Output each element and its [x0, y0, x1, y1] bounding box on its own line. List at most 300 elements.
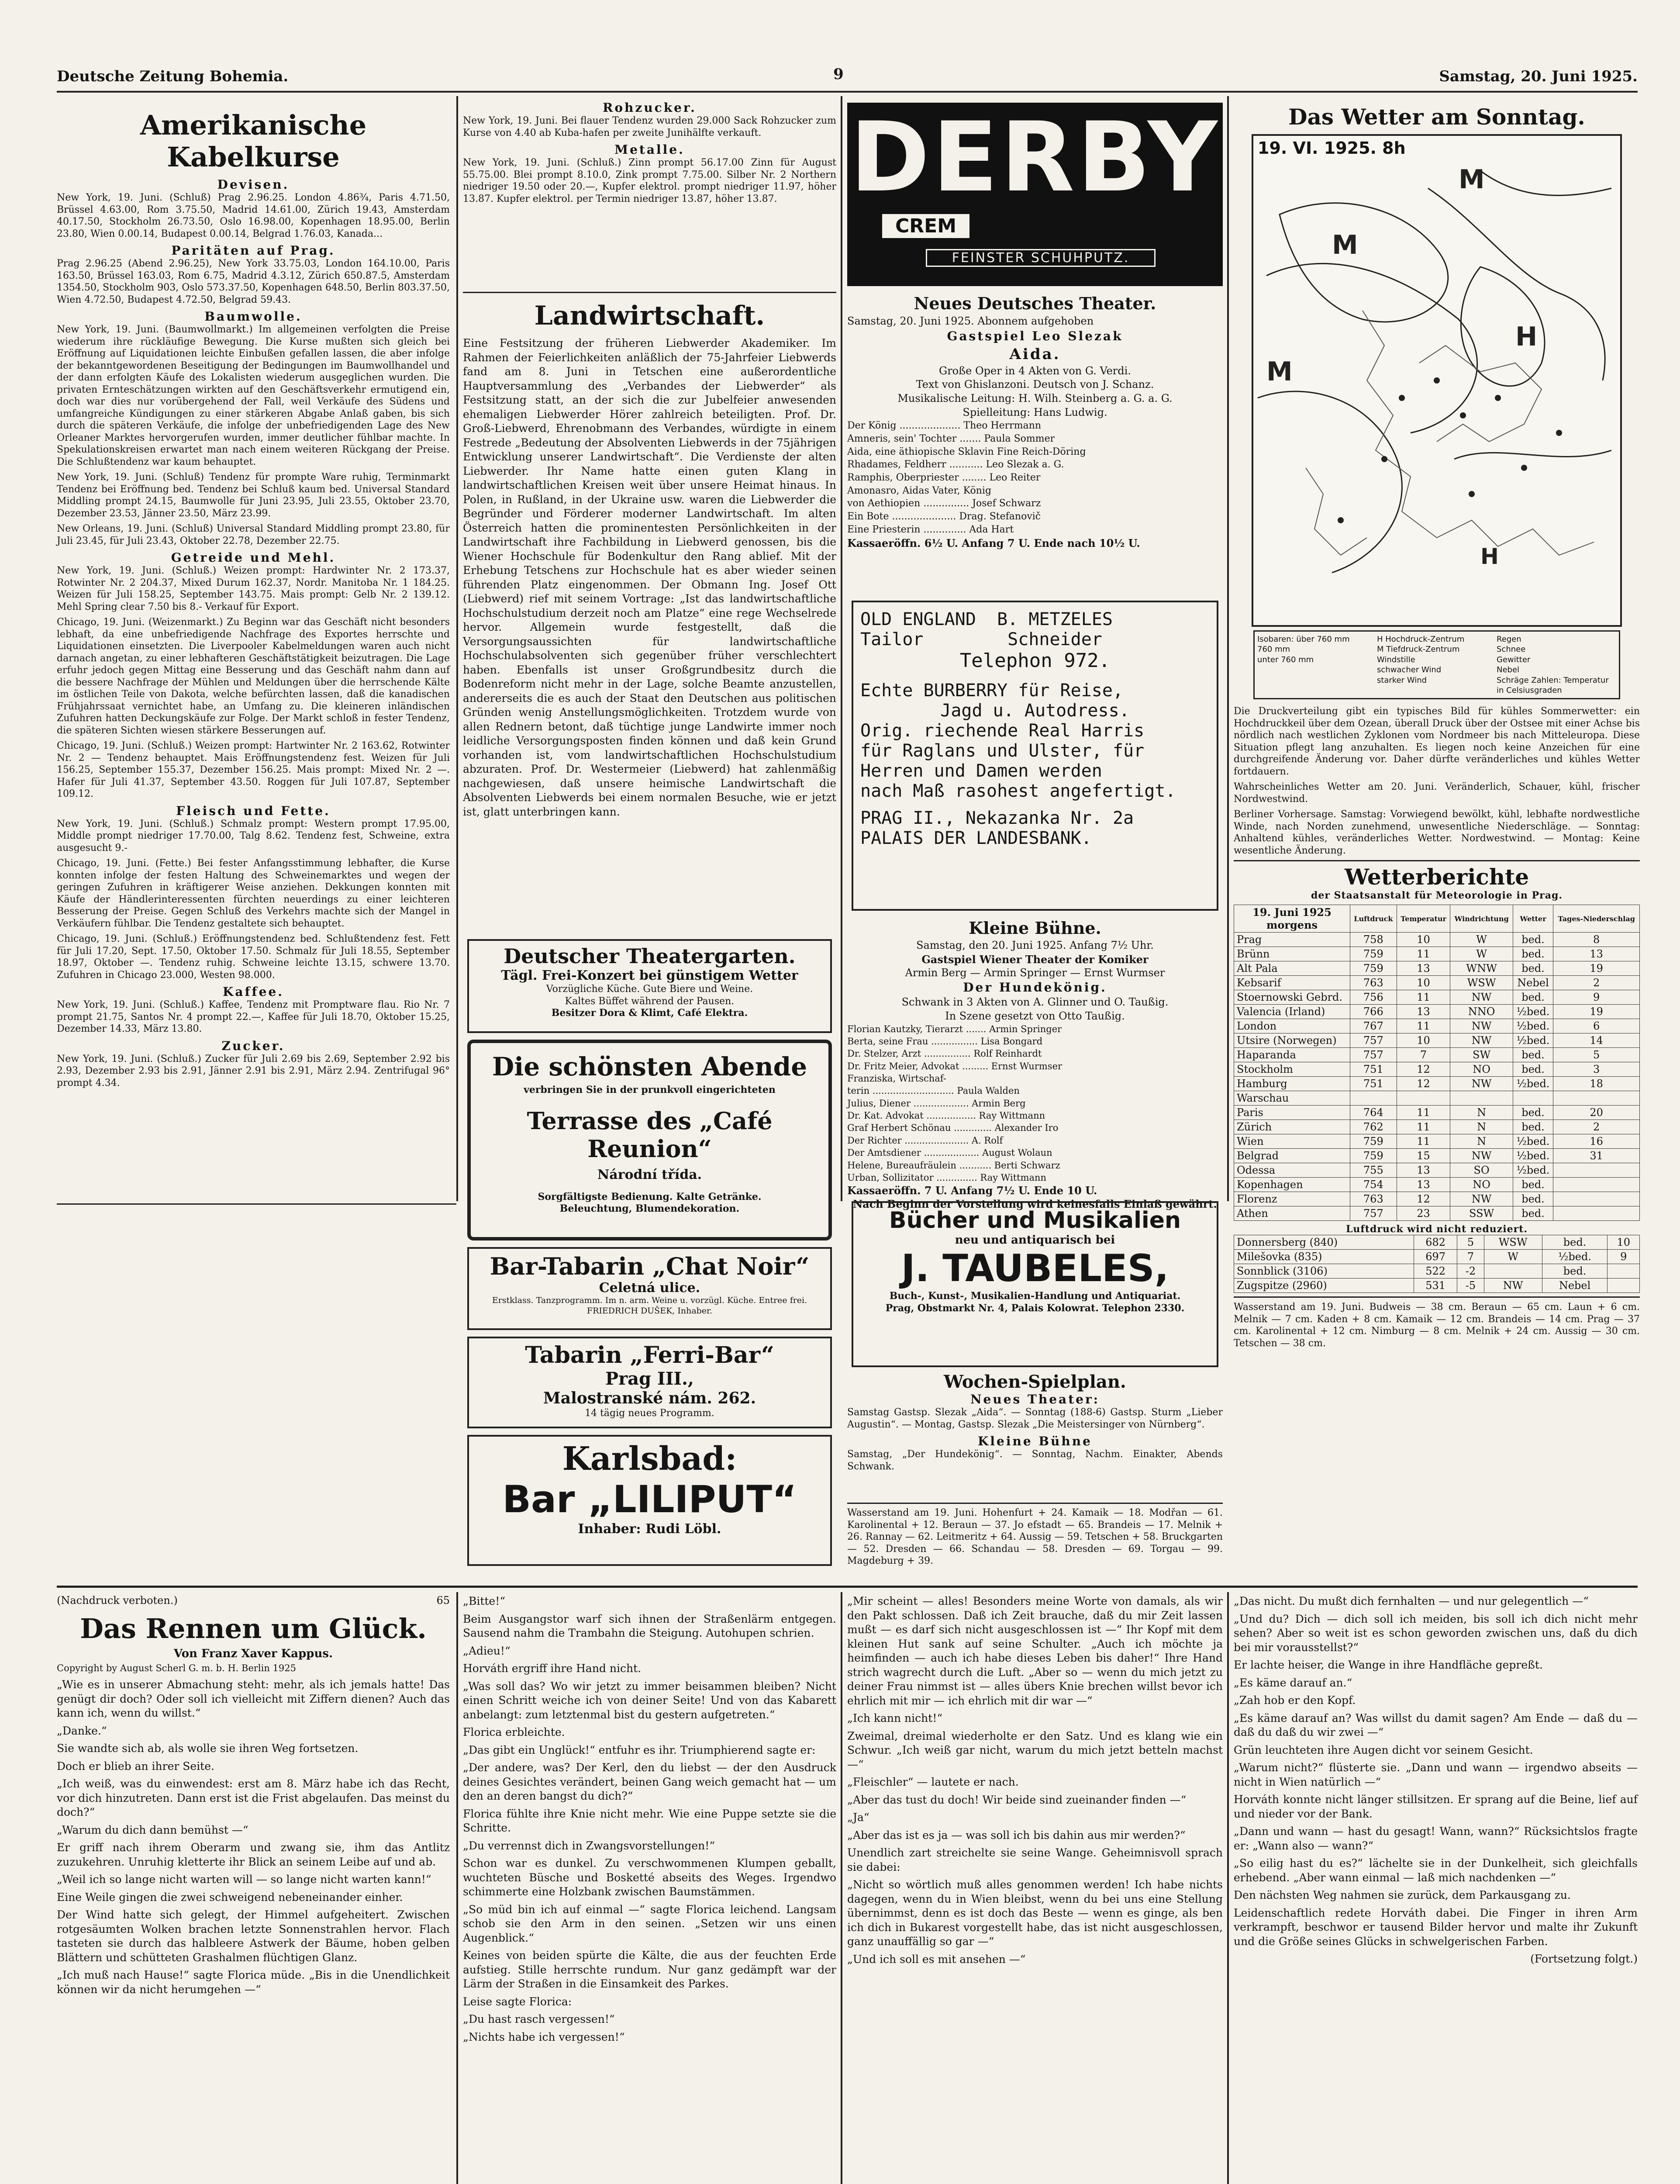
oldengland-ad: [852, 601, 1218, 911]
kleine-note: Nach Beginn der Vorstellung wird keinesfalls Einlaß gewährt.: [853, 1198, 1217, 1211]
weather-value: 5: [1457, 1235, 1484, 1250]
weather-station: Hamburg: [1234, 1077, 1350, 1091]
weather-report-row: [1234, 1077, 1640, 1091]
weather-value: 11: [1397, 1106, 1450, 1120]
theatergarten-line2: Vorzügliche Küche. Gute Biere und Weine.: [546, 984, 753, 995]
ferribar-city: Prag III.,: [605, 1368, 694, 1389]
novel-paragraph: „Ich muß nach Hause!“ sagte Florica müde. „Bis in die Unendlichkeit können wir da nicht herumgehen —“: [57, 1969, 450, 1996]
kleine-line6: In Szene gesetzt von Otto Taußig.: [945, 1009, 1125, 1022]
weather-station: Stockholm: [1234, 1062, 1350, 1077]
masthead-paper: Deutsche Zeitung Bohemia.: [57, 68, 289, 85]
weather-value: [1553, 1091, 1640, 1106]
novel-paragraph: Florica fühlte ihre Knie nicht mehr. Wie eine Puppe setzte sie die Schritte.: [463, 1807, 836, 1834]
weather-station: Utsire (Norwegen): [1234, 1033, 1350, 1048]
novel-copy-note: (Nachdruck verboten.): [57, 1594, 178, 1607]
weather-value: 9: [1553, 990, 1640, 1005]
svg-text:H: H: [1515, 321, 1538, 352]
chatnoir-line1: Erstklass. Tanzprogramm. Im n. arm. Weine u. vorzügl. Küche. Entree frei. FRIEDRICH DUŠEK, Inhaber.: [492, 1296, 807, 1316]
liliput-ad: [467, 1435, 832, 1566]
weather-value: 7: [1457, 1250, 1484, 1264]
legend-item: starker Wind: [1377, 675, 1427, 685]
weather-value: [1608, 1279, 1640, 1293]
weather-report-row: [1234, 1250, 1640, 1264]
weather-value: ½bed.: [1513, 1163, 1553, 1178]
novel-paragraph: Horváth konnte nicht länger stillsitzen. Er sprang auf die Beine, lief auf und nieder vor der Bank.: [1234, 1793, 1638, 1820]
legend-item: Isobaren: über 760 mm: [1257, 635, 1350, 644]
svg-text:H: H: [1480, 544, 1499, 569]
weather-value: 12: [1397, 1062, 1450, 1077]
weather-value: 759: [1350, 947, 1397, 961]
novel-paragraph: „Ja“: [847, 1811, 869, 1824]
wochen-spielplan-section: [847, 1372, 1223, 1503]
metalle-text: New York, 19. Juni. (Schluß.) Zinn prompt 56.17.00 Zinn für August 55.75.00. Blei prompt 8.10.0, Zink prompt 7.75.00. Silber Nr. 2 Northern niedriger 19.50 oder 20.—, Kupfer elektrol. prompt niedriger 11.97, höher 13.87. Kupfer elektrol. per Termin niedriger 13.87, höher 13.87.: [463, 157, 836, 204]
neues-theater-date: Samstag, 20. Juni 1925. Abonnem aufgehoben: [847, 315, 1094, 328]
weather-station: Stoernowski Gebrd.: [1234, 990, 1350, 1005]
weather-value: 757: [1350, 1206, 1397, 1221]
novel-paragraph: „Zah hob er den Kopf.: [1234, 1694, 1356, 1707]
kleine-gastspiel: Gastspiel Wiener Theater der Komiker: [921, 953, 1149, 966]
weather-value: 522: [1414, 1264, 1457, 1279]
weather-report-row: [1234, 961, 1640, 976]
weather-report-row: [1234, 947, 1640, 961]
novel-title: Das Rennen um Glück.: [80, 1613, 427, 1645]
novel-paragraph: „Danke.“: [57, 1724, 107, 1737]
weather-station: Zugspitze (2960): [1234, 1279, 1414, 1293]
baumwolle-text-2: New York, 19. Juni. (Schluß) Tendenz für prompte Ware ruhig, Terminmarkt Tendenz bei Eröffnung bed. Tendenz bei Schluß kaum bed. Universal Standard Middling prompt 24.15, Baumwolle für Juni 23.95, Juli 23.55, Oktober 23.70, Dezember 23.53, Jänner 23.50, März 23.99.: [57, 472, 450, 519]
weather-value: WSW: [1450, 976, 1513, 990]
legend-item: M Tiefdruck-Zentrum: [1377, 645, 1460, 654]
weather-value: NW: [1484, 1279, 1542, 1293]
weather-value: 18: [1553, 1077, 1640, 1091]
weather-station: Zürich: [1234, 1120, 1350, 1134]
legend-item: Nebel: [1497, 665, 1520, 675]
novel-rights: Copyright by August Scherl G. m. b. H. Berlin 1925: [57, 1663, 296, 1673]
chatnoir-ad: [467, 1247, 832, 1330]
weather-value: 763: [1350, 976, 1397, 990]
wetter-text-1: Die Druckverteilung gibt ein typisches Bild für kühles Sommerwetter: ein Hochdruckkeil über dem Ozean, überall Druck über der Ostsee mit einer Achse bis nördlich nach westlichen Zyklonen vom Nordmeer bis nach Mitteleuropa. Diese Situation pflegt lang anzuhalten. Es liegen noch keine Anzeichen für eine durchgreifende Änderung vor. Daher dürfte veränderliches und kühles Wetter fortdauern.: [1234, 706, 1640, 777]
oldengland-address: PRAG II., Nekazanka Nr. 2a: [860, 808, 1134, 828]
weather-value: ½bed.: [1513, 1033, 1553, 1048]
legend-item: [1257, 665, 1377, 675]
neues-theater-line6: Musikalische Leitung: H. Wilh. Steinberg a. G. a. G.: [897, 392, 1173, 404]
novel-paragraph: „Mir scheint — alles! Besonders meine Worte von damals, als wir den Pakt schlossen. Daß ich Zeit brauche, daß du mir Zeit lassen mußt — es darf sich nicht ausgeschlossen ist —“ Ihr Kopf mit dem kleinen Hut sank auf seine Schulter. „Auch ich möchte ja heimfinden — auch ich habe dieses Leben bis daher!“ Ihre Hand strich wagrecht durch die Luft. „Aber so — wenn du mich jetzt zu deiner Frau nimmst ist — alles übers Knie brechen willst bevor ich ehrlich mit mir — ich ehrlich mit dir war —“: [847, 1595, 1223, 1707]
derby-brand: DERBY: [850, 101, 1220, 213]
weather-report-row: [1234, 1264, 1640, 1279]
weather-value: 11: [1397, 1120, 1450, 1134]
weather-value: bed.: [1513, 1120, 1553, 1134]
novel-paragraph: „Ich kann nicht!“: [847, 1712, 943, 1724]
paritaeten-text: Prag 2.96.25 (Abend 2.96.25), New York 33.75.03, London 164.10.00, Paris 163.50, Brüssel 163.03, Rom 6.75, Madrid 4.3.12, Zürich 650.87.5, Amsterdam 1354.50, Stockholm 903, Oslo 573.37.50, Kopenhagen 648.50, Berlin 803.37.50, Wien 4.72.50, Budapest 4.72.50, Belgrad 59.43.: [57, 258, 450, 305]
weather-value: 12: [1397, 1077, 1450, 1091]
weather-value: N: [1450, 1106, 1513, 1120]
novel-paragraph: „Fleischler“ — lautete er nach.: [847, 1776, 1019, 1788]
oldengland-phone: Telephon 972.: [959, 650, 1111, 672]
reunion-line1: verbringen Sie in der prunkvoll eingerichteten: [524, 1084, 776, 1095]
section-rule: [1234, 1296, 1640, 1298]
cast-row: Dr. Fritz Meier, Advokat ......... Ernst Wurmser: [847, 1061, 1063, 1071]
derby-tagline: FEINSTER SCHUHPUTZ.: [926, 249, 1156, 267]
taubeles-line1: neu und antiquarisch bei: [955, 1234, 1115, 1247]
rohzucker-heading: Rohzucker.: [603, 100, 697, 115]
novel-paragraph: Zweimal, dreimal wiederholte er den Satz. Und es klang wie ein Schwur. „Ich weiß gar nicht, warum du mich jetzt betteln machst —“: [847, 1729, 1223, 1771]
novel-paragraph: Doch er blieb an ihrer Seite.: [57, 1759, 214, 1773]
getreide-text-2: Chicago, 19. Juni. (Weizenmarkt.) Zu Beginn war das Geschäft nicht besonders lebhaft, da eine unbefriedigende Nachfrage des Exportes herrschte und Liquidationen einsetzten. Die Liverpooler Kabelmeldungen waren auch nicht darnach angetan, zu einer lebhafteren Geschäftstätigkeit beizutragen. Die Lage erfuhr jedoch gegen Mittag eine Besserung und das Geschäft nahm dann auf die bessere Nachfrage der Mühlen und Meldungen über die herrschende Kälte im östlichen Teile von Dakota, welche befürchten lassen, daß die kanadischen Frühjahrssaat vernichtet habe, an Umfang zu. Die kleineren inländischen Zufuhren hatten Deckungskäufe zur Folge. Der Markt schloß in fester Tendenz, die späteren Sichten wiesen stärkere Besserungen auf.: [57, 617, 450, 736]
weather-value: 13: [1397, 1005, 1450, 1019]
weather-value: bed.: [1513, 933, 1553, 947]
novel-paragraph: Unendlich zart streichelte sie seine Wange. Geheimnisvoll sprach sie dabei:: [847, 1846, 1223, 1873]
column-rule: [841, 96, 842, 1201]
legend-item: schwacher Wind: [1377, 665, 1442, 675]
neues-theater-gastspiel: Gastspiel Leo Slezak: [947, 328, 1123, 343]
weather-station: Alt Pala: [1234, 961, 1350, 976]
rohzucker-section: [463, 100, 836, 293]
novel-paragraph: „Bitte!“: [463, 1595, 506, 1607]
ferribar-street: Malostranské nám. 262.: [543, 1389, 756, 1407]
weather-value: 13: [1397, 1163, 1450, 1178]
weather-report-row: [1234, 1091, 1640, 1106]
weather-report-row: [1234, 1178, 1640, 1192]
weather-report-row: [1234, 976, 1640, 990]
wetter-text-2: Wahrscheinliches Wetter am 20. Juni. Veränderlich, Schauer, kühl, frischer Nordwestwind.: [1234, 781, 1640, 805]
novel-author: Von Franz Xaver Kappus.: [173, 1647, 333, 1660]
wochen-neues-text: Samstag Gastsp. Slezak „Aida“. — Sonntag (188-6) Gastsp. Sturm „Lieber Augustin“. — Montag, Gastsp. Slezak „Die Meistersinger von Nürnberg“.: [847, 1407, 1223, 1430]
weather-value: 759: [1350, 1149, 1397, 1163]
wasserstand-2-text: Wasserstand am 19. Juni. Budweis — 38 cm. Beraun — 65 cm. Laun + 6 cm. Melnik — 7 cm. Kaden + 8 cm. Kamaik — 12 cm. Brandeis — 14 cm. Prag — 37 cm. Karolinental + 12 cm. Nimburg — 8 cm. Melnik + 24 cm. Aussig — 30 cm. Tetschen — 38 cm.: [1234, 1302, 1640, 1349]
neues-theater-opera: Aida.: [1009, 345, 1061, 363]
novel-paragraph: „Ich weiß, was du einwendest: erst am 8. März habe ich das Recht, vor dich hinzutreten. Dann erst ist die Frist abgelaufen. Das meinst du doch?“: [57, 1777, 450, 1818]
weather-report-col: Luftdruck: [1350, 905, 1397, 933]
column-rule: [456, 96, 458, 1201]
baumwolle-heading: Baumwolle.: [204, 309, 302, 324]
reunion-line2: Sorgfältigste Bedienung. Kalte Getränke.: [538, 1191, 762, 1203]
novel-paragraph: „Und ich soll es mit ansehen —“: [847, 1952, 1026, 1966]
oldengland-line: für Raglans und Ulster, für: [860, 741, 1145, 761]
novel-col-2: [463, 1594, 836, 2184]
weather-report-row: [1234, 1005, 1640, 1019]
weather-value: 11: [1397, 1019, 1450, 1033]
paritaeten-heading: Paritäten auf Prag.: [171, 243, 335, 258]
weather-value: [1553, 1163, 1640, 1178]
weather-value: 764: [1350, 1106, 1397, 1120]
weather-report-col: Tages-Niederschlag: [1553, 905, 1640, 933]
weather-value: 12: [1397, 1192, 1450, 1206]
fleisch-text-3: Chicago, 19. Juni. (Schluß.) Eröffnungstendenz bed. Schlußtendenz fest. Fett für Juli 17.20, Sept. 17.50, Oktober 17.50. Schmalz für Juli 18.55, September 18.97, Oktober —. Tendenz ruhig. Schweine leichte 13.15, schwere 13.70. Zufuhren in Chicago 23.000, Westen 98.000.: [57, 933, 450, 981]
weather-value: [1513, 1091, 1553, 1106]
liliput-owner: Inhaber: Rudi Löbl.: [578, 1521, 721, 1537]
weather-value: WNW: [1450, 961, 1513, 976]
weather-value: [1350, 1091, 1397, 1106]
novel-paragraph: „Weil ich so lange nicht warten will — so lange nicht warten kann!“: [57, 1873, 431, 1886]
oldengland-line: OLD ENGLAND B. METZELES: [860, 609, 1113, 629]
weather-value: 13: [1553, 947, 1640, 961]
cast-row: Rhadames, Feldherr ........... Leo Slezak a. G.: [847, 459, 1064, 470]
novel-paragraph: „Warum nicht?“ flüsterte sie. „Dann und wann — irgendwo abseits — nicht in Wien natürlich —“: [1234, 1761, 1638, 1788]
legend-item: unter 760 mm: [1257, 655, 1314, 664]
derby-ad: [847, 103, 1223, 286]
wetterberichte-sub2: Luftdruck wird nicht reduziert.: [1345, 1223, 1528, 1235]
novel-paragraph: Horváth ergriff ihre Hand nicht.: [463, 1662, 642, 1675]
weather-value: 751: [1350, 1077, 1397, 1091]
reunion-ad: [467, 1040, 832, 1241]
weather-value: 23: [1397, 1206, 1450, 1221]
weather-value: ½bed.: [1513, 1005, 1553, 1019]
weather-value: 11: [1397, 1134, 1450, 1149]
cast-row: Urban, Sollizitator .............. Ray Wittmann: [847, 1172, 1047, 1183]
weather-value: NNO: [1450, 1005, 1513, 1019]
weather-map-date: 19. VI. 1925. 8h: [1258, 138, 1406, 158]
weather-station: Brünn: [1234, 947, 1350, 961]
novel-paragraph: Grün leuchteten ihre Augen dicht vor seinem Gesicht.: [1234, 1743, 1533, 1756]
novel-col-3: [847, 1594, 1223, 2184]
cast-row: Florian Kautzky, Tierarzt ....... Armin Springer: [847, 1023, 1062, 1034]
ferribar-ad: [467, 1337, 832, 1428]
weather-value: 757: [1350, 1033, 1397, 1048]
novel-paragraph: „So müd bin ich auf einmal —“ sagte Florica leichend. Langsam schob sie den Arm in den seinen. „Setzen wir uns einen Augenblick.“: [463, 1903, 836, 1944]
legend-item: 760 mm: [1257, 645, 1290, 654]
weather-value: [1608, 1264, 1640, 1279]
taubeles-title: Bücher und Musikalien: [889, 1207, 1181, 1234]
weather-value: -5: [1457, 1279, 1484, 1293]
weather-value: bed.: [1513, 947, 1553, 961]
weather-report-header: [1234, 905, 1640, 933]
cast-row: Ramphis, Oberpriester ........ Leo Reiter: [847, 472, 1041, 484]
weather-value: 9: [1608, 1250, 1640, 1264]
weather-value: [1397, 1091, 1450, 1106]
weather-value: 10: [1608, 1235, 1640, 1250]
novel-paragraph: „Was soll das? Wo wir jetzt zu immer beisammen bleiben? Nicht einen Schritt weiche ich von deiner Seite! Und von das Kabarett anbelangt: zum letztenmal bist du gestern aufgetreten.“: [463, 1679, 836, 1721]
cast-row: terin ............................ Paula Walden: [847, 1085, 1020, 1096]
cast-row: Der Amtsdiener ................... August Wolaun: [847, 1147, 1052, 1158]
liliput-city: Karlsbad:: [562, 1440, 737, 1478]
weather-report-row: [1234, 1163, 1640, 1178]
weather-value: 758: [1350, 933, 1397, 947]
wetter-title: Das Wetter am Sonntag.: [1288, 104, 1585, 130]
theatergarten-line4: Besitzer Dora & Klimt, Café Elektra.: [551, 1007, 748, 1019]
weather-value: [1553, 1192, 1640, 1206]
weather-value: ½bed.: [1513, 1149, 1553, 1163]
weather-value: NW: [1450, 1149, 1513, 1163]
weather-legend: [1253, 630, 1620, 699]
weather-value: bed.: [1513, 1192, 1553, 1206]
wochen-neues: Neues Theater:: [970, 1392, 1100, 1406]
wetterberichte-title: Wetterberichte: [1344, 864, 1529, 890]
novel-paragraph: Beim Ausgangstor warf sich ihnen der Straßenlärm entgegen. Sausend nahm die Trambahn die Steigung. Autohupen schrien.: [463, 1612, 836, 1639]
getreide-heading: Getreide und Mehl.: [171, 550, 336, 565]
weather-report-body: [1234, 933, 1640, 1221]
weather-value: 5: [1553, 1048, 1640, 1062]
novel-paragraph: „Das gibt ein Unglück!“ entfuhr es ihr. Triumphierend sagte er:: [463, 1743, 816, 1756]
weather-value: NW: [1450, 990, 1513, 1005]
weather-value: ½bed.: [1513, 1019, 1553, 1033]
wetterberichte-sub: der Staatsanstalt für Meteorologie in Prag.: [1311, 890, 1563, 902]
novel-col-1: [57, 1594, 450, 2184]
weather-station: Kopenhagen: [1234, 1178, 1350, 1192]
weather-report-col: Temperatur: [1397, 905, 1450, 933]
weather-value: 3: [1553, 1062, 1640, 1077]
novel-paragraph: Florica erbleichte.: [463, 1726, 565, 1738]
novel-paragraph: „Du hast rasch vergessen!“: [463, 2013, 615, 2025]
weather-value: bed.: [1513, 1206, 1553, 1221]
novel-paragraph: Sie wandte sich ab, als wolle sie ihren Weg fortsetzen.: [57, 1742, 359, 1755]
weather-station: Milešovka (835): [1234, 1250, 1414, 1264]
oldengland-line: nach Maß rasohest angefertigt.: [860, 781, 1176, 801]
cast-row: Aida, eine äthiopische Sklavin Fine Reich-Döring: [847, 446, 1086, 457]
weather-station: Odessa: [1234, 1163, 1350, 1178]
cast-row: Julius, Diener ................... Armin Berg: [847, 1098, 1026, 1109]
weather-value: 531: [1414, 1279, 1457, 1293]
weather-value: 756: [1350, 990, 1397, 1005]
weather-station: Haparanda: [1234, 1048, 1350, 1062]
theatergarten-line3: Kaltes Büffet während der Pausen.: [565, 995, 735, 1007]
wochen-kleine-text: Samstag, „Der Hundekönig“. — Sonntag, Nachm. Einakter, Abends Schwank.: [847, 1449, 1223, 1472]
wetter-section: [1234, 100, 1640, 1577]
weather-report-row: [1234, 1192, 1640, 1206]
legend-item: Schräge Zahlen: Temperatur in Celsiusgraden: [1497, 675, 1609, 695]
legend-item: Gewitter: [1497, 655, 1531, 664]
weather-report-table: [1234, 905, 1640, 1221]
weather-value: bed.: [1513, 961, 1553, 976]
weather-station: Donnersberg (840): [1234, 1235, 1414, 1250]
cast-row: von Aethiopien ............... Josef Schwarz: [847, 498, 1041, 509]
weather-value: 11: [1397, 947, 1450, 961]
novel-paragraph: Eine Weile gingen die zwei schweigend nebeneinander einher.: [57, 1890, 403, 1904]
weather-value: 682: [1414, 1235, 1457, 1250]
novel-paragraph: „Aber das ist es ja — was soll ich bis dahin aus mir werden?“: [847, 1828, 1186, 1842]
weather-value: 10: [1397, 933, 1450, 947]
weather-value: Nebel: [1513, 976, 1553, 990]
cast-row: Ein Bote ..................... Drag. Stefanovič: [847, 511, 1041, 522]
novel-paragraph: Keines von beiden spürte die Kälte, die aus der feuchten Erde aufstieg. Stille herrschte rundum. Nur ganz gedämpft war der Lärm der Straßen in die Einsamkeit des Parkes.: [463, 1949, 836, 1990]
taubeles-line3: Prag, Obstmarkt Nr. 4, Palais Kolowrat. Telephon 2330.: [885, 1302, 1185, 1314]
oldengland-line: Orig. riechende Real Harris: [860, 721, 1145, 741]
weather-value: SSW: [1450, 1206, 1513, 1221]
weather-station: London: [1234, 1019, 1350, 1033]
weather-report-row: [1234, 1120, 1640, 1134]
weather-value: N: [1450, 1134, 1513, 1149]
weather-value: 762: [1350, 1120, 1397, 1134]
weather-value: ½bed.: [1513, 1134, 1553, 1149]
weather-value: NW: [1450, 1019, 1513, 1033]
weather-value: -2: [1457, 1264, 1484, 1279]
novel-header: [57, 1594, 450, 1607]
theatergarten-title: Deutscher Theatergarten.: [504, 944, 796, 968]
weather-station: Belgrad: [1234, 1149, 1350, 1163]
kleine-buehne-section: [847, 917, 1223, 1211]
devisen-heading: Devisen.: [217, 177, 290, 192]
weather-value: 767: [1350, 1019, 1397, 1033]
zucker-text: New York, 19. Juni. (Schluß.) Zucker für Juli 2.69 bis 2.69, September 2.92 bis 2.93, Dezember 2.93 bis 2.91, Jänner 2.91 bis 2.91, März 2.94. Zentrifugal 96° prompt 4.34.: [57, 1053, 450, 1089]
weather-value: NW: [1450, 1192, 1513, 1206]
weather-value: WSW: [1484, 1235, 1542, 1250]
kleine-buehne-title: Kleine Bühne.: [969, 918, 1101, 938]
metalle-heading: Metalle.: [614, 142, 685, 157]
svg-text:M: M: [1266, 356, 1293, 387]
weather-station: Wien: [1234, 1134, 1350, 1149]
weather-report-row: [1234, 1134, 1640, 1149]
section-rule: [463, 292, 836, 293]
getreide-text-3: Chicago, 19. Juni. (Schluß.) Weizen prompt: Hartwinter Nr. 2 163.62, Rotwinter Nr. 2 — Tendenz behauptet. Mais Eröffnungstendenz fest. Weizen für Juli 156.25, September 155.37, Dezember 156.25. Mais prompt: Mixed Nr. 2 —. Hafer für Juli 41.37, September 43.50. Roggen für Juli 107.87, September 109.12.: [57, 740, 450, 799]
weather-value: 31: [1553, 1149, 1640, 1163]
novel-paragraph: Den nächsten Weg nahmen sie zurück, dem Parkausgang zu.: [1234, 1889, 1571, 1901]
kleine-date: Samstag, den 20. Juni 1925. Anfang 7½ Uhr.: [916, 939, 1154, 952]
column-rule: [1227, 96, 1229, 1201]
cast-row: Dr. Stelzer, Arzt ................ Rolf Reinhardt: [847, 1048, 1042, 1059]
weather-value: bed.: [1513, 1106, 1553, 1120]
weather-value: 2: [1553, 976, 1640, 990]
weather-value: SW: [1450, 1048, 1513, 1062]
cast-row: Dr. Kat. Advokat ................. Ray Wittmann: [847, 1110, 1045, 1121]
weather-value: 766: [1350, 1005, 1397, 1019]
novel-paragraph: „Es käme darauf an? Was willst du damit sagen? Am Ende — daß du — daß du daß du wir zwei —“: [1234, 1711, 1638, 1738]
kaffee-text: New York, 19. Juni. (Schluß.) Kaffee, Tendenz mit Promptware flau. Rio Nr. 7 prompt 21.75, Santos Nr. 4 prompt 22.—, Kaffee für Juli 18.70, Oktober 15.25, Dezember 14.33, März 13.80.: [57, 999, 450, 1034]
weather-value: 7: [1397, 1048, 1450, 1062]
novel-paragraph: Er griff nach ihrem Oberarm und zwang sie, ihm das Antlitz zuzukehren. Unruhig kletterte ihr Blick an seinem Leibe auf und ab.: [57, 1841, 450, 1868]
rohzucker-text: New York, 19. Juni. Bei flauer Tendenz wurden 29.000 Sack Rohzucker zum Kurse von 4.40 ab Kuba-hafen per zweite Junihälfte verkauft.: [463, 115, 836, 138]
neues-theater-title: Neues Deutsches Theater.: [914, 294, 1156, 313]
weather-value: ½bed.: [1513, 1077, 1553, 1091]
novel-paragraph: Leise sagte Florica:: [463, 1995, 572, 2008]
landwirtschaft-section: [463, 297, 836, 926]
weather-value: NO: [1450, 1178, 1513, 1192]
column-rule: [1227, 1592, 1229, 2184]
wasserstand-1-text: Wasserstand am 19. Juni. Hohenfurt + 24. Kamaik — 18. Modřan — 61. Karolinental + 12. Beraun — 37. Jo efstadt — 65. Brandeis — 17. Melnik + 26. Rannay — 62. Leitmeritz + 64. Aussig — 59. Tetschen + 58. Bruckgarten — 52. Dresden — 66. Schandau — 58. Dresden — 69. Torgau — 99. Magdeburg + 39.: [847, 1507, 1223, 1566]
neues-theater-line7: Spielleitung: Hans Ludwig.: [962, 406, 1107, 418]
weather-value: 10: [1397, 1033, 1450, 1048]
cast-row: Franziska, Wirtschaf-: [847, 1073, 946, 1084]
weather-value: 10: [1397, 976, 1450, 990]
weather-value: bed.: [1513, 1178, 1553, 1192]
kleine-line5: Schwank in 3 Akten von A. Glinner und O. Taußig.: [901, 996, 1169, 1009]
kabelkurse-section: [57, 100, 450, 1201]
masthead-page: 9: [833, 66, 844, 83]
weather-station: Sonnblick (3106): [1234, 1264, 1414, 1279]
weather-value: W: [1450, 933, 1513, 947]
cast-row: Graf Herbert Schönau ............. Alexander Iro: [847, 1123, 1059, 1133]
weather-report-row: [1234, 1206, 1640, 1221]
kleine-artists: Armin Berg — Armin Springer — Ernst Wurmser: [905, 966, 1165, 979]
kleine-times: Kassaeröffn. 7 U. Anfang 7½ U. Ende 10 U.: [847, 1184, 1097, 1197]
wochen-kleine: Kleine Bühne: [978, 1434, 1092, 1448]
novel-paragraph: „Nicht so wörtlich muß alles genommen werden! Ich habe nichts dagegen, wenn du in Wien bleibst, wenn du bei uns eine Stellung übernimmst, denn es ist doch das Beste — wenn es ginge, als ben ich dich in Bukarest vorgestellt habe, das ist nicht ausgeschlossen, ganz unauffällig so gar —“: [847, 1878, 1223, 1948]
chatnoir-street: Celetná ulice.: [599, 1280, 700, 1296]
legend-item: Schnee: [1497, 645, 1526, 654]
novel-number: 65: [436, 1594, 450, 1607]
weather-value: 751: [1350, 1062, 1397, 1077]
weather-value: bed.: [1542, 1264, 1608, 1279]
cast-row: Berta, seine Frau ................ Lisa Bongard: [847, 1036, 1043, 1047]
weather-report-col: Wetter: [1513, 905, 1553, 933]
weather-value: SO: [1450, 1163, 1513, 1178]
theatergarten-line1: Tägl. Frei-Konzert bei günstigem Wetter: [501, 968, 798, 983]
novel-paragraph: „Das nicht. Du mußt dich fernhalten — und nur gelegentlich —“: [1234, 1595, 1589, 1607]
weather-value: N: [1450, 1120, 1513, 1134]
weather-value: 13: [1397, 1178, 1450, 1192]
weather-report-row: [1234, 1048, 1640, 1062]
oldengland-line: Jagd u. Autodress.: [940, 701, 1130, 721]
weather-station: Warschau: [1234, 1091, 1350, 1106]
legend-item: Windstille: [1377, 655, 1415, 664]
theatergarten-ad: [467, 939, 832, 1033]
weather-value: 16: [1553, 1134, 1640, 1149]
column-rule: [456, 1592, 458, 2184]
taubeles-line2: Buch-, Kunst-, Musikalien-Handlung und Antiquariat.: [889, 1290, 1181, 1302]
weather-report-row: [1234, 1235, 1640, 1250]
weather-value: 15: [1397, 1149, 1450, 1163]
getreide-text: New York, 19. Juni. (Schluß.) Weizen prompt: Hardwinter Nr. 2 173.37, Rotwinter Nr. 2 204.37, Mixed Durum 162.37, Nordr. Manitoba Nr. 1 184.25. Weizen für Juli 158.25, September 143.75. Mais prompt: Gelb Nr. 2 139.12. Mehl Spring clear 7.50 bis 8.- Verkauf für Export.: [57, 565, 450, 612]
weather-value: NW: [1450, 1033, 1513, 1048]
reunion-street: Národní třída.: [597, 1167, 702, 1182]
oldengland-address: PALAIS DER LANDESBANK.: [860, 828, 1092, 848]
